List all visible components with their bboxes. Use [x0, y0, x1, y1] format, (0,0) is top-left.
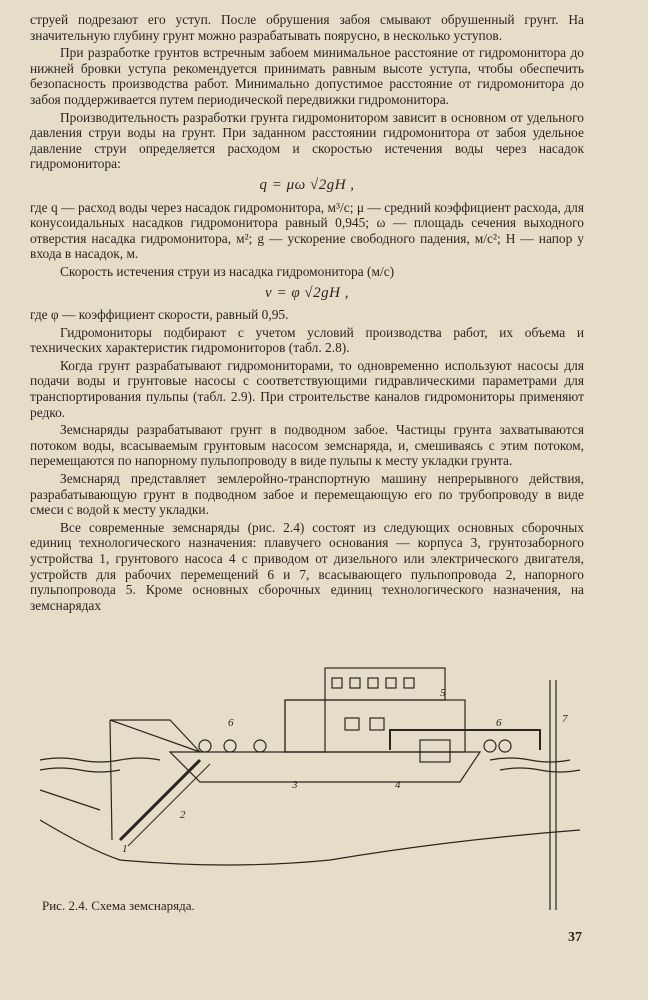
paragraph: струей подрезают его уступ. После обрушения забоя смывают обрушенный грунт. На значительную глубину грунт можно разрабатывать поярусно, в несколько уступов. — [30, 12, 584, 43]
figure-label: 5 — [440, 687, 446, 699]
formula-velocity: v = φ √2gH , — [265, 284, 349, 301]
figure-label: 6 — [228, 717, 234, 729]
formula-flow: q = μω √2gH , — [259, 176, 355, 193]
paragraph: где φ — коэффициент скорости, равный 0,95. — [30, 307, 289, 323]
paragraph: Когда грунт разрабатывают гидромониторами, то одновременно используют насосы для подачи воды и грунтовые насосы с соответствующими гидравлическими параметрами для транспортирования пульпы (табл. 2.9). При строительстве каналов гидромониторы применяют редко. — [30, 357, 584, 420]
figure-caption: Рис. 2.4. Схема земснаряда. — [42, 898, 195, 913]
dredger-diagram — [30, 660, 590, 920]
paragraph: где q — расход воды через насадок гидромонитора, м³/с; μ — средний коэффициент расхода, для конусоидальных насадков гидромонитора равный 0,945; ω — площадь сечения выходного отверстия насадка гидромонитора, м²; g — ускорение свободного падения, м/с²; H — напор у входа в насадок, м. — [30, 199, 584, 262]
figure-label: 6 — [496, 717, 502, 729]
paragraph: Производительность разработки грунта гидромонитором зависит в основном от удельного давления струи воды на грунт. При заданном расстоянии гидромонитора от забоя удельное давление струи определяется расходом и скоростью истечения воды через насадок гидромонитора: — [30, 109, 584, 172]
paragraph: Земснаряд представляет землеройно-транспортную машину непрерывного действия, разрабатывающую грунт в подводном забое и перемещающую его по трубопроводу в виде смеси с водой к месту укладки. — [30, 471, 584, 518]
paragraph: При разработке грунтов встречным забоем минимальное расстояние от гидромонитора до нижней бровки уступа рекомендуется принимать равным высоте уступа, чтобы обеспечить безопасность производства работ. Минимально допустимое расстояние от гидромонитора до забоя поддерживается путем периодической передвижки гидромонитора. — [30, 45, 584, 107]
paragraph: Все современные земснаряды (рис. 2.4) состоят из следующих основных сборочных единиц технологического назначения: плавучего основания — корпуса 3, грунтозаборного устройства 1, грунтового насоса 4 с приводом от дизельного или электрического двигателя, устройств для рабочих перемещений 6 и 7, всасывающего пульпопровода 2, напорного пульпопровода 5. Кроме основных сборочных единиц технологического назначения, на земснарядах — [30, 519, 584, 613]
paragraph: Гидромониторы подбирают с учетом условий производства работ, их объема и технических характеристик гидромониторов (табл. 2.8). — [30, 324, 584, 356]
paragraph: Земснаряды разрабатывают грунт в подводном забое. Частицы грунта захватываются потоком воды, всасываемым грунтовым насосом земснаряда, и, смешиваясь с этим потоком, перемещаются по напорному пульпопроводу в виде пульпы к месту укладки грунта. — [30, 422, 584, 469]
body-text — [30, 12, 584, 615]
figure-label: 1 — [122, 843, 128, 855]
page-number: 37 — [568, 930, 582, 945]
paragraph: Скорость истечения струи из насадка гидромонитора (м/с) — [60, 263, 395, 279]
figure-label: 3 — [292, 779, 298, 791]
figure-label: 7 — [562, 713, 568, 725]
figure-label: 2 — [180, 809, 186, 821]
figure-label: 4 — [395, 779, 401, 791]
